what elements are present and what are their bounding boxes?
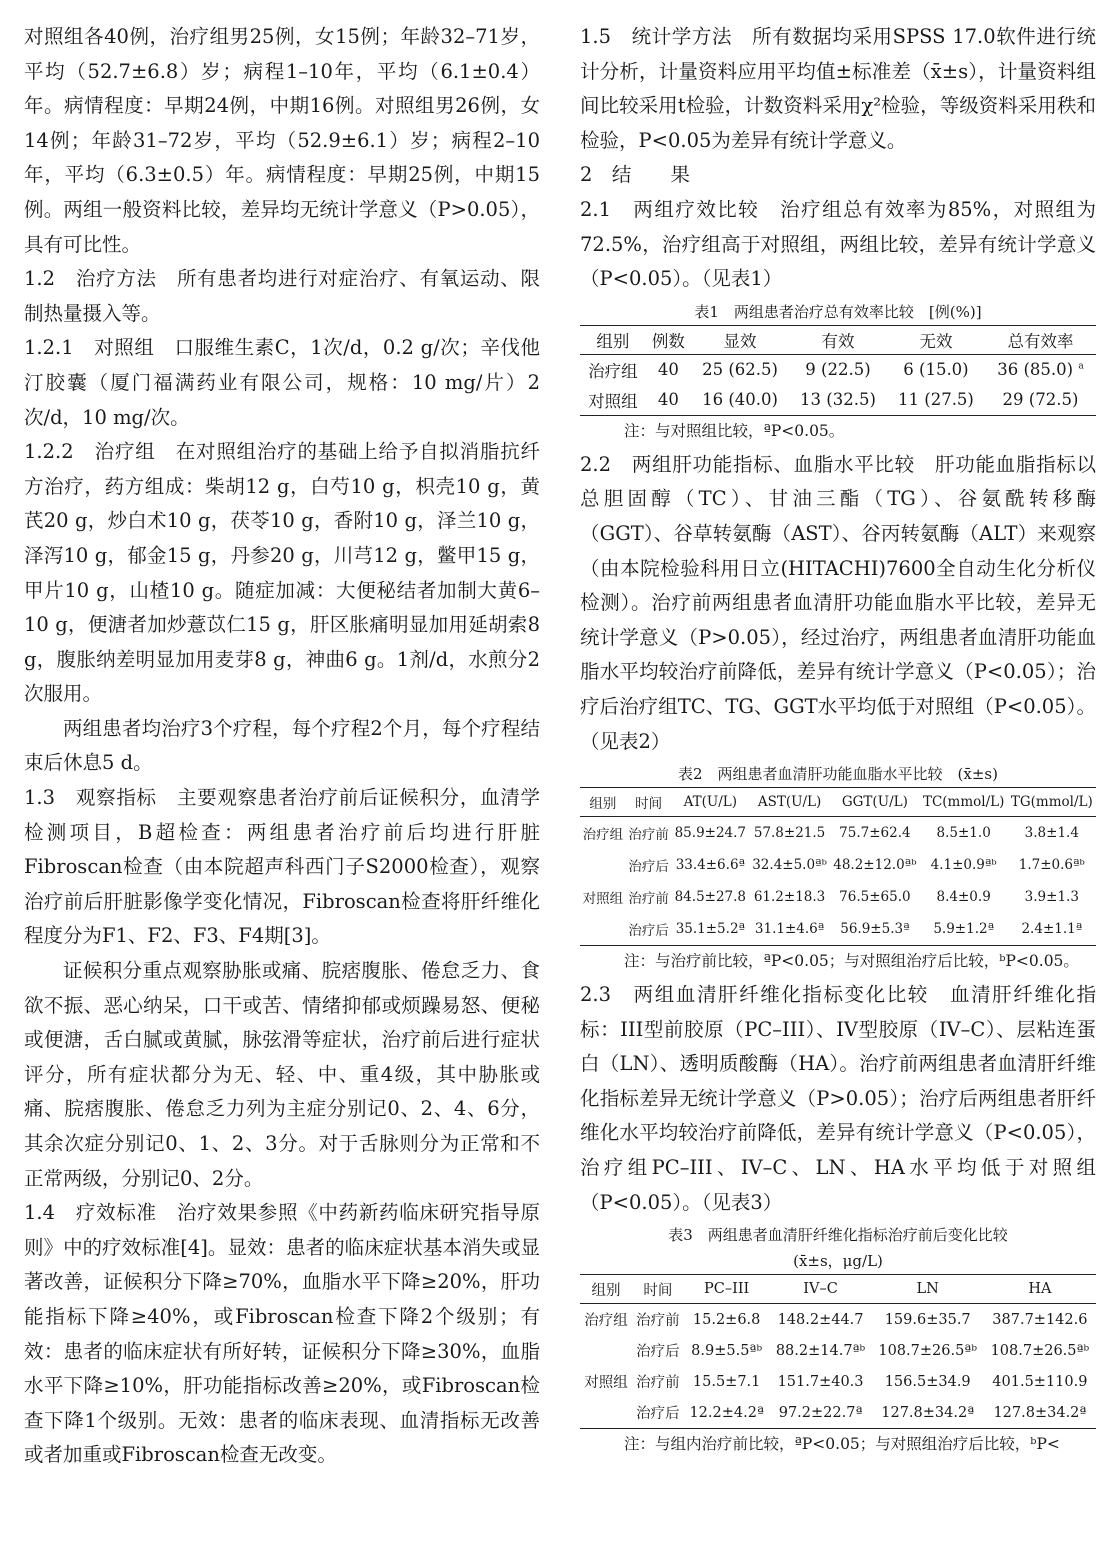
- table-cell: 401.5±110.9: [992, 1373, 1088, 1390]
- table3-header: IV–C: [769, 1275, 871, 1304]
- table-row: [580, 1397, 1096, 1429]
- table-cell: 治疗组: [588, 361, 638, 381]
- table-cell: [580, 913, 626, 946]
- table-row: [580, 849, 1096, 881]
- section-1-2-2-treatment-group: 1.2.2 治疗组 在对照组治疗的基础上给予自拟消脂抗纤方治疗，药方组成：柴胡12 g，白芍10 g，枳壳10 g，黄芪20 g，炒白术10 g，茯苓10 g，香附10 g，泽兰10 g，泽泻10 g，郁金15 g，丹参20 g，川芎12 g，鳖甲15 g，甲片10 g，山楂10 g。随症加减：大便秘结者加制大黄6–10 g，便溏者加炒薏苡仁15 g，肝区胀痛明显加用延胡索8 g，腹胀纳差明显加用麦芽8 g，神曲6 g。1剂/d，水煎分2次服用。: [24, 440, 540, 706]
- section-1-4-efficacy-criteria: 1.4 疗效标准 治疗效果参照《中药新药临床研究指导原则》中的疗效标准[4]。显效：患者的临床症状基本消失或显著改善，证候积分下降≥70%，血脂水平下降≥20%，肝功能指标下降≥40%，或Fibroscan检查下降2个级别；有效：患者的临床症状有所好转，证候积分下降≥30%，血脂水平下降≥10%，肝功能指标改善≥20%，或Fibroscan检查下降1个级别。无效：患者的临床表现、血清指标无改善或者加重或Fibroscan检查无改变。: [24, 1201, 540, 1467]
- table3: [580, 1274, 1096, 1429]
- table2-header: GGT(U/L): [830, 788, 920, 817]
- table-cell: 治疗前: [628, 891, 669, 908]
- table1-note: 注：与对照组比较，ªP<0.05。: [624, 421, 845, 440]
- table1-caption: 表1 两组患者治疗总有效率比较 [例(%)]: [694, 302, 982, 321]
- table2-header: TC(mmol/L): [920, 788, 1008, 817]
- table-cell: 148.2±44.7: [777, 1311, 864, 1328]
- table2-caption: 表2 两组患者血清肝功能血脂水平比较 (x̄±s): [678, 765, 998, 784]
- table-cell: 159.6±35.7: [884, 1311, 971, 1328]
- section-2-2-liver-function: 2.2 两组肝功能指标、血脂水平比较 肝功能血脂指标以总胆固醇（TC）、甘油三酯（TG）、谷氨酰转移酶（GGT）、谷草转氨酶（AST）、谷丙转氨酶（ALT）来观察（由本院检验科用日立(HITACHI)7600全自动生化分析仪检测）。治疗前两组患者血清肝功能血脂水平比较，差异无统计学意义（P>0.05），经过治疗，两组患者血清肝功能血脂水平均较治疗前降低，差异有统计学意义（P<0.05）；治疗后治疗组TC、TG、GGT水平均低于对照组（P<0.05）。（见表2）: [580, 452, 1096, 753]
- table-cell: 对照组: [584, 1375, 628, 1392]
- table-cell: 5.9±1.2ª: [920, 913, 1008, 946]
- table-cell: 88.2±14.7ªᵇ: [775, 1342, 866, 1359]
- paragraph-general-data: 对照组各40例，治疗组男25例，女15例；年龄32–71岁，平均（52.7±6.8）岁；病程1–10年，平均（6.1±0.4）年。病情程度：早期24例，中期16例。对照组男26例，女14例；年龄31–72岁，平均（52.9±6.1）岁；病程2–10年，平均（6.3±0.5）年。病情程度：早期25例，中期15例。两组一般资料比较，差异均无统计学意义（P>0.05），具有可比性。: [24, 25, 540, 256]
- table-cell: 127.8±34.2ª: [984, 1397, 1096, 1429]
- table-cell: 3.9±1.3: [1024, 889, 1079, 906]
- table2-header: 时间: [626, 788, 672, 817]
- table-cell: 127.8±34.2ª: [872, 1397, 984, 1429]
- table-cell: 31.1±4.6ª: [749, 913, 830, 946]
- table-cell: 35.1±5.2ª: [672, 913, 750, 946]
- table1-header: 有效: [789, 325, 887, 354]
- table-cell: 85.9±24.7: [674, 825, 747, 842]
- table-row: [580, 1335, 1096, 1366]
- table-cell: 3.8±1.4: [1024, 825, 1079, 842]
- table3-caption: 表3 两组患者血清肝纤维化指标治疗前后变化比较: [668, 1226, 1008, 1245]
- table2-note: 注：与治疗前比较，ªP<0.05；与对照组治疗后比较，ᵇP<0.05。: [624, 952, 1079, 971]
- table3-note: 注：与组内治疗前比较，ªP<0.05；与对照组治疗后比较，ᵇP<: [624, 1435, 1060, 1454]
- table-cell: 8.4±0.9: [936, 889, 991, 906]
- table1-header: 无效: [887, 325, 985, 354]
- table1-header: 显效: [691, 325, 789, 354]
- table2: [580, 787, 1096, 946]
- section-2-results-heading: 2 结 果: [580, 163, 690, 187]
- table-cell: 97.2±22.7ª: [769, 1397, 871, 1429]
- table-cell: 56.9±5.3ª: [830, 913, 920, 946]
- table-cell: 108.7±26.5ªᵇ: [990, 1342, 1090, 1359]
- table-row: [580, 881, 1096, 913]
- table-cell: 25 (62.5): [702, 360, 778, 380]
- table-cell: 对照组: [582, 891, 624, 908]
- table-cell: 8.5±1.0: [936, 825, 991, 842]
- table-cell: [580, 1397, 632, 1429]
- table3-header: HA: [984, 1275, 1096, 1304]
- table1-header: 例数: [646, 325, 691, 354]
- table-cell: [985, 385, 1096, 416]
- paragraph-treatment-course: 两组患者均治疗3个疗程，每个疗程2个月，每个疗程结束后休息5 d。: [24, 716, 540, 775]
- table-cell: 84.5±27.8: [674, 889, 747, 906]
- table2-header: TG(mmol/L): [1008, 788, 1096, 817]
- table-cell: 治疗后: [632, 1397, 684, 1429]
- section-1-5-statistics: 1.5 统计学方法 所有数据均采用SPSS 17.0软件进行统计分析，计量资料应用平均值±标准差（x̄±s），计量资料组间比较采用t检验，计数资料采用χ²检验，等级资料采用秩和检验，P<0.05为差异有统计学意义。: [580, 25, 1096, 152]
- significance-mark: a: [1078, 361, 1084, 372]
- table-cell: 15.5±7.1: [692, 1373, 761, 1390]
- table1-header: 总有效率: [985, 325, 1096, 354]
- table-cell: [580, 849, 626, 881]
- table-cell: 57.8±21.5: [753, 825, 826, 842]
- table-cell: 治疗前: [636, 1313, 680, 1330]
- table-cell: 40: [657, 360, 679, 380]
- table-cell: 6 (15.0): [903, 360, 969, 380]
- table-row: [580, 354, 1096, 385]
- section-1-2-1-control-group: 1.2.1 对照组 口服维生素C，1次/d，0.2 g/次；辛伐他汀胶囊（厦门福满药业有限公司，规格：10 mg/片）2次/d，10 mg/次。: [24, 336, 540, 429]
- table-cell: 治疗组: [582, 827, 624, 844]
- paragraph-syndrome-score: 证候积分重点观察胁胀或痛、脘痞腹胀、倦怠乏力、食欲不振、恶心纳呆，口干或苦、情绪抑郁或烦躁易怒、便秘或便溏，舌白腻或黄腻，脉弦滑等症状，治疗前后进行症状评分，所有症状都分为无、轻、中、重4级，其中胁胀或痛、脘痞腹胀、倦怠乏力列为主症分别记0、2、4、6分，其余次症分别记0、1、2、3分。对于舌脉则分为正常和不正常两级，分别记0、2分。: [24, 959, 540, 1190]
- table-row: [580, 817, 1096, 850]
- right-column: [580, 20, 1096, 1461]
- table-row: [580, 385, 1096, 416]
- table-cell: 151.7±40.3: [777, 1373, 864, 1390]
- table-cell: 1.7±0.6ªᵇ: [1018, 857, 1085, 874]
- table-cell: 治疗后: [636, 1344, 680, 1361]
- table-cell: 治疗前: [628, 827, 669, 844]
- left-column: [24, 20, 540, 1473]
- table-cell: 61.2±18.3: [753, 889, 826, 906]
- table-cell: 2.4±1.1ª: [1008, 913, 1096, 946]
- section-2-1-efficacy: 2.1 两组疗效比较 治疗组总有效率为85%，对照组为72.5%，治疗组高于对照组，两组比较，差异有统计学意义（P<0.05）。（见表1）: [580, 197, 1096, 291]
- table-cell-value: 29 (72.5): [1002, 390, 1079, 410]
- table3-header: PC–III: [684, 1275, 770, 1304]
- table-cell: 48.2±12.0ªᵇ: [833, 857, 917, 874]
- table2-header: 组别: [580, 788, 626, 817]
- table-cell: 11 (27.5): [887, 385, 985, 416]
- table3-subcaption: (x̄±s，μg/L): [793, 1252, 883, 1271]
- table-row: [580, 1366, 1096, 1397]
- table-cell: 40: [646, 385, 691, 416]
- table-cell: 156.5±34.9: [884, 1373, 971, 1390]
- table-cell: 治疗后: [626, 913, 672, 946]
- table-row: [580, 1304, 1096, 1336]
- table3-header: LN: [872, 1275, 984, 1304]
- table-cell: 15.2±6.8: [692, 1311, 761, 1328]
- table-cell: 108.7±26.5ªᵇ: [878, 1342, 977, 1359]
- table-row: [580, 913, 1096, 946]
- table-cell: [985, 354, 1096, 385]
- table-cell: 对照组: [580, 385, 646, 416]
- table-cell: 12.2±4.2ª: [684, 1397, 770, 1429]
- table-cell: 治疗前: [636, 1375, 680, 1392]
- table-cell: 治疗后: [628, 859, 669, 876]
- section-1-3-observation: 1.3 观察指标 主要观察患者治疗前后证候积分，血清学检测项目，B超检查：两组患者治疗前后均进行肝脏Fibroscan检查（由本院超声科西门子S2000检查），观察治疗前后肝脏影像学变化情况，Fibroscan检查将肝纤维化程度分为F1、F2、F3、F4期[3]。: [24, 786, 540, 948]
- section-1-2-treatment-method: 1.2 治疗方法 所有患者均进行对症治疗、有氧运动、限制热量摄入等。: [24, 267, 540, 325]
- table-cell-value: 36 (85.0): [997, 360, 1074, 380]
- table1: [580, 325, 1096, 416]
- table-cell: 16 (40.0): [691, 385, 789, 416]
- table3-header: 组别: [580, 1275, 632, 1304]
- table-cell: 8.9±5.5ªᵇ: [691, 1342, 763, 1359]
- table1-header: 组别: [580, 325, 646, 354]
- table-cell: 9 (22.5): [805, 360, 871, 380]
- table-cell: 387.7±142.6: [992, 1311, 1088, 1328]
- table-cell: 4.1±0.9ªᵇ: [930, 857, 997, 874]
- table-cell: 13 (32.5): [789, 385, 887, 416]
- table-cell: 33.4±6.6ª: [675, 857, 745, 874]
- table-cell: 75.7±62.4: [839, 825, 911, 842]
- table3-header: 时间: [632, 1275, 684, 1304]
- table-cell: 76.5±65.0: [839, 889, 911, 906]
- table2-header: AT(U/L): [672, 788, 750, 817]
- section-2-3-fibrosis-markers: 2.3 两组血清肝纤维化指标变化比较 血清肝纤维化指标：III型前胶原（PC–III）、IV型胶原（IV–C）、层粘连蛋白（LN）、透明质酸酶（HA）。治疗前两组患者血清肝纤维化指标差异无统计学意义（P>0.05）；治疗后两组患者肝纤维化水平均较治疗前降低，差异有统计学意义（P<0.05），治疗组PC–III、IV–C、LN、HA水平均低于对照组（P<0.05）。（见表3）: [580, 983, 1096, 1214]
- table2-header: AST(U/L): [749, 788, 830, 817]
- table-cell: 32.4±5.0ªᵇ: [752, 857, 827, 874]
- table-cell: [580, 1335, 632, 1366]
- table-cell: 治疗组: [584, 1313, 628, 1330]
